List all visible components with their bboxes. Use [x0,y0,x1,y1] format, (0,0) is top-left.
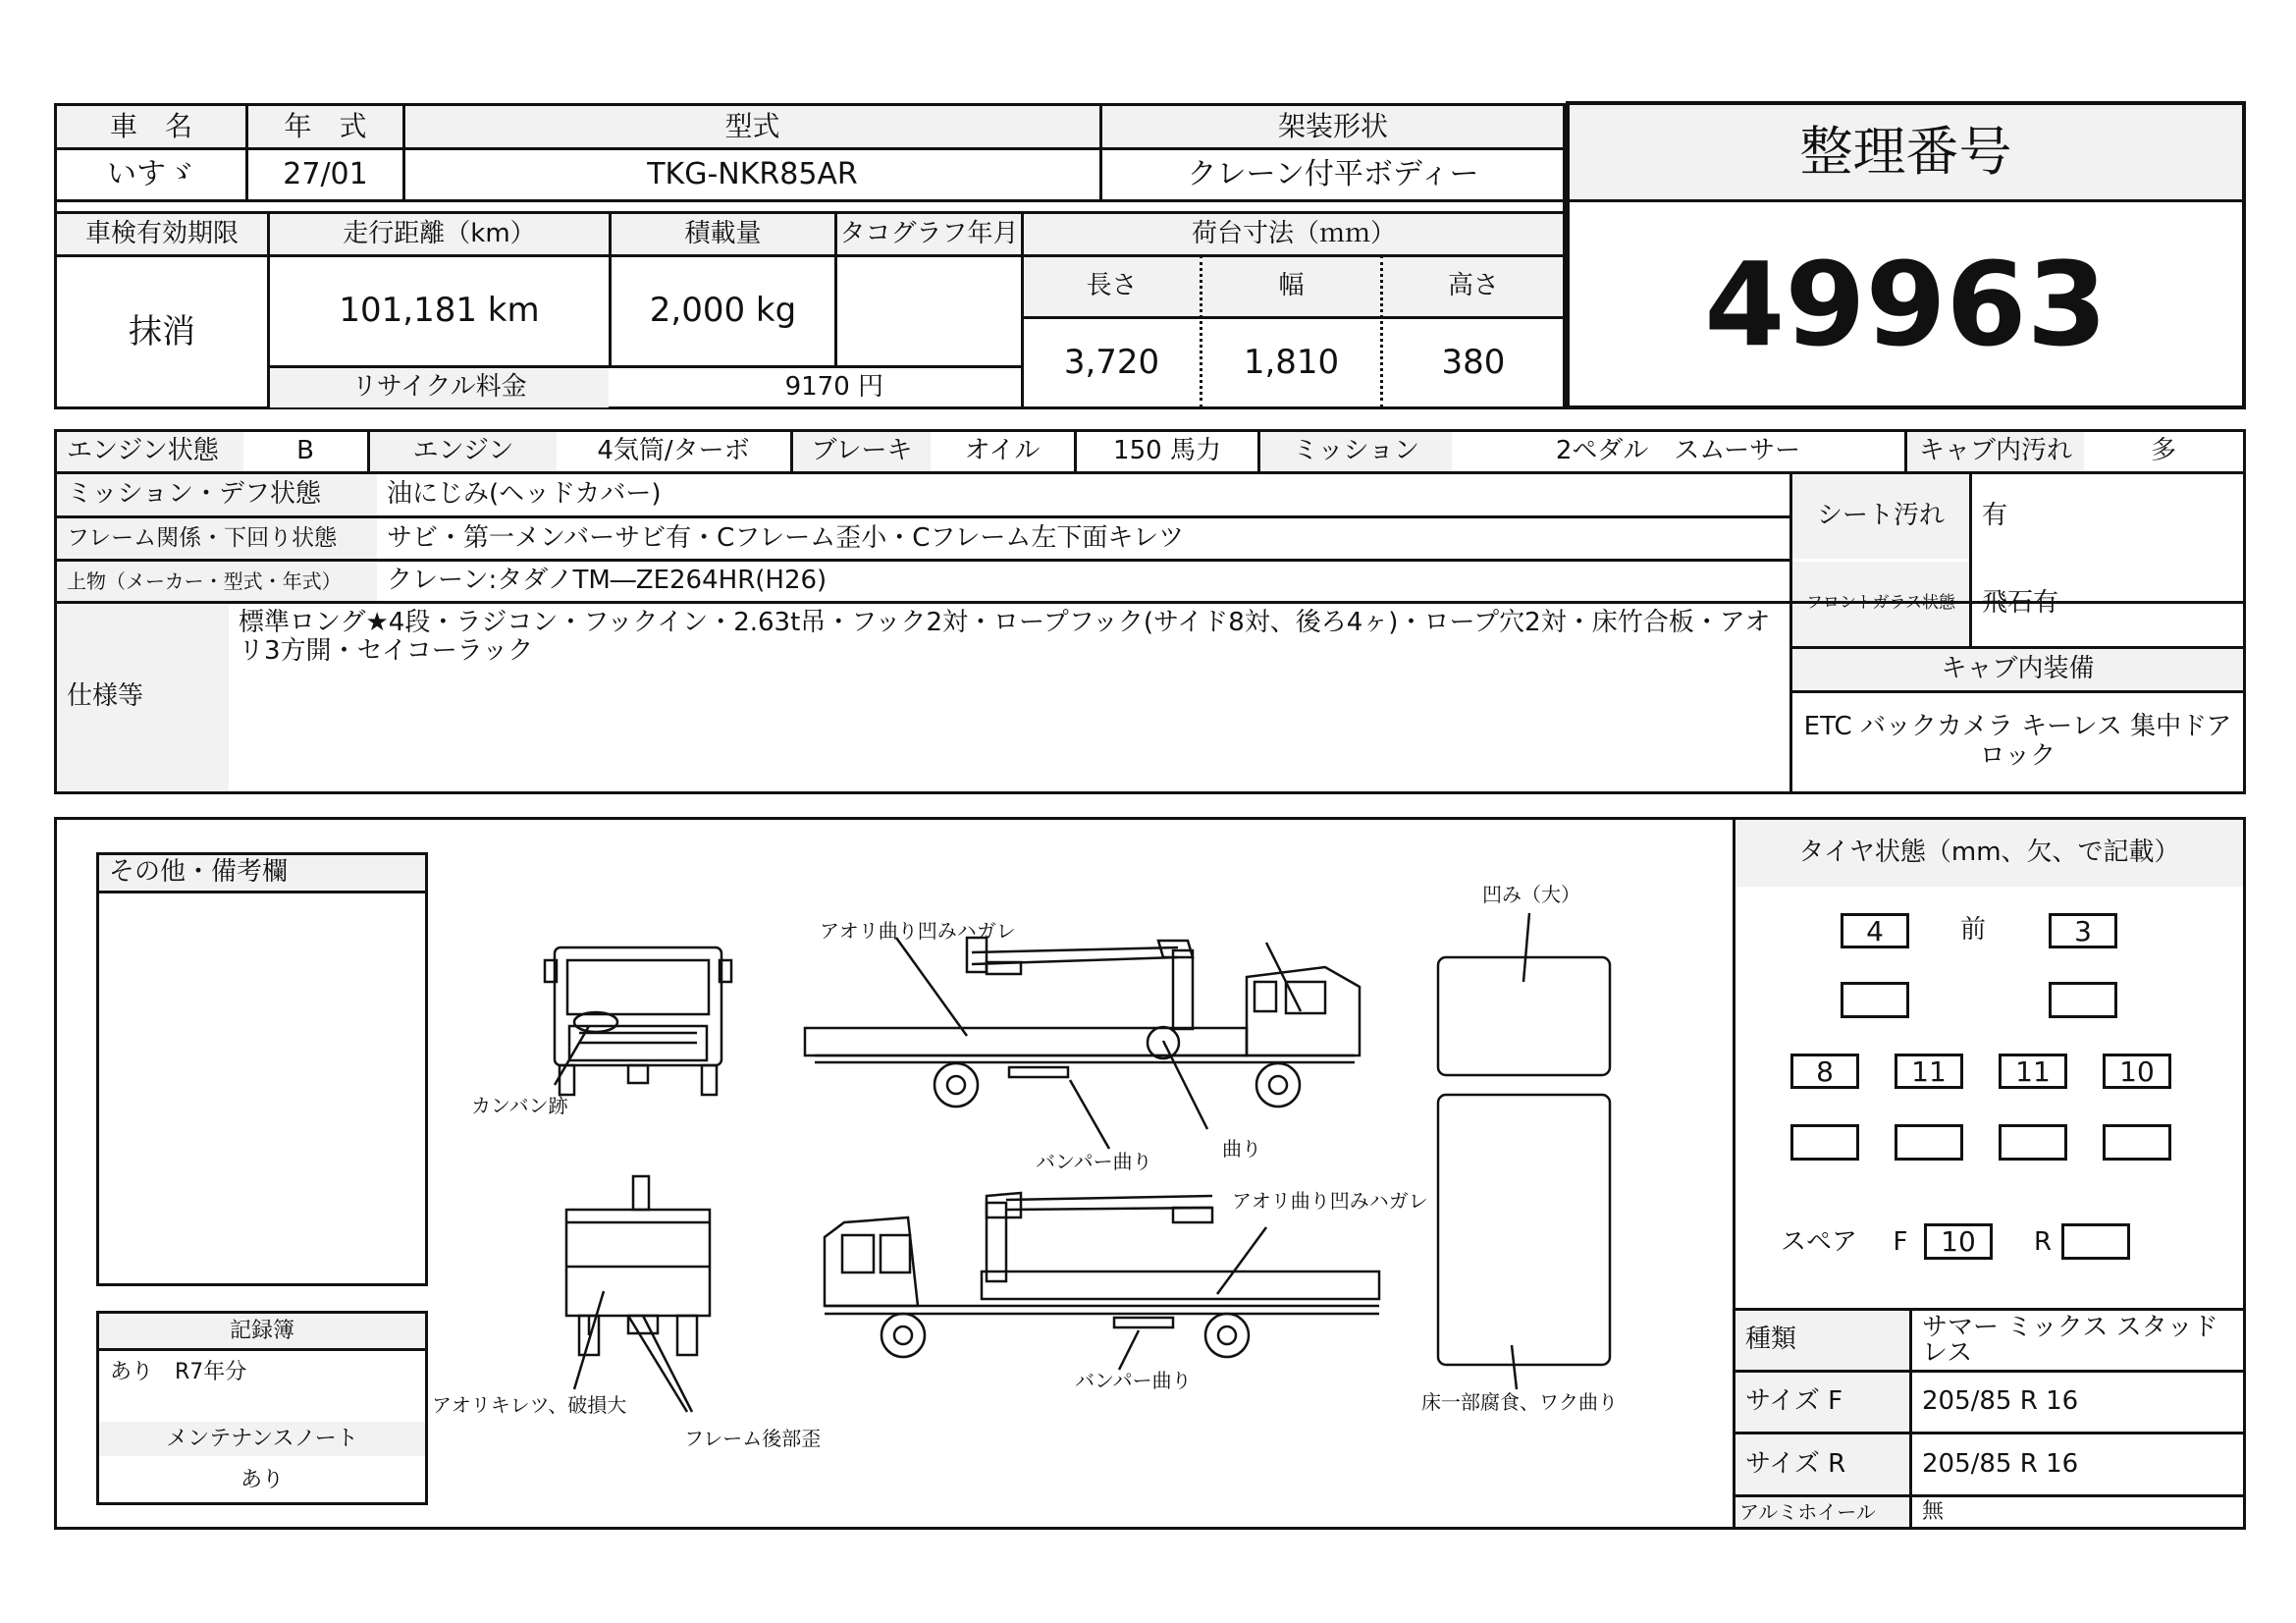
value-capacity: 2,000 kg [649,291,797,331]
value-alumi: 無 [1922,1499,1945,1525]
label-cargo: 荷台寸法（ｍｍ） [1191,218,1396,248]
tire-front-right-2 [2049,982,2117,1018]
annotation-aori-1: アオリ曲り凹みハガレ [820,919,1016,943]
value-year: 27/01 [283,156,368,191]
value-mgmt: 49963 [1704,236,2108,372]
value-mileage: 101,181 km [339,291,540,331]
value-cab-dirt: 多 [2150,436,2176,466]
annotation-dent: 凹み（大） [1482,883,1580,906]
label-body: 架装形状 [1277,109,1388,142]
label-tire-type: 種類 [1745,1325,1797,1355]
label-maint: メンテナンスノート [166,1426,358,1451]
value-cab-equip: ETC バックカメラ キーレス 集中ドアロック [1803,712,2232,771]
label-frame: フレーム関係・下回り状態 [67,525,338,552]
label-notes: その他・備考欄 [109,857,289,888]
annotation-bumper-1: バンパー曲り [1036,1150,1152,1173]
value-glass: 飛石有 [1982,588,2059,619]
tire-front-right: 3 [2049,913,2117,948]
value-recycle: 9170 円 [784,372,883,403]
label-engine-state: エンジン状態 [67,436,219,466]
value-mission: 2ペダル スムーサー [1555,436,1801,466]
top-view-bed [1438,1095,1610,1365]
value-size-f: 205/85 R 16 [1922,1386,2079,1417]
annotation-aori-crack: アオリキレツ、破損大 [432,1393,627,1417]
truck-side-view-bottom [825,1193,1379,1357]
label-year: 年 式 [284,109,367,142]
label-glass: フロントガラス状態 [1806,593,1955,614]
label-tacho: タコグラフ年月 [839,218,1019,248]
value-width: 1,810 [1243,343,1340,383]
value-height: 380 [1441,343,1506,383]
label-spare-r: R [2033,1227,2053,1258]
value-maint: あり [240,1468,284,1493]
label-cab-dirt: キャブ内汚れ [1918,436,2072,466]
value-spec: 標準ロング★4段・ラジコン・フックイン・2.63t吊・フック2対・ロープフック(サイド8対、後ろ4ヶ)・ロープ穴2対・床竹合板・アオリ3方開・セイコーラック [239,608,1771,667]
label-cab-equip: キャブ内装備 [1941,654,2095,684]
tire-front-left-2 [1841,982,1909,1018]
truck-rear-view [566,1176,710,1355]
tire-rear-2b [1895,1124,1963,1161]
label-mission: ミッション [1293,436,1419,466]
label-seat: シート汚れ [1816,501,1945,531]
label-engine: エンジン [412,436,514,466]
label-length: 長さ [1086,271,1138,301]
tire-rear-4: 10 [2103,1054,2171,1089]
label-size-r: サイズ R [1745,1448,1846,1479]
label-front: 前 [1959,915,1986,946]
spare-f: 10 [1924,1223,1993,1260]
annotation-kanban: カンバン跡 [471,1094,568,1117]
label-upper: 上物（メーカー・型式・年式） [67,568,342,593]
truck-front-view [545,947,731,1095]
label-alumi: アルミホイール [1739,1499,1876,1524]
label-capacity: 積載量 [684,218,762,248]
value-engine: 4気筒/ターボ [597,436,750,466]
label-mgmt: 整理番号 [1799,120,2012,183]
label-mileage: 走行距離（km） [343,218,536,248]
annotation-frame: フレーム後部歪 [684,1427,822,1450]
label-record: 記録簿 [229,1318,294,1343]
value-seat: 有 [1982,501,2008,531]
annotation-bumper-2: バンパー曲り [1075,1369,1192,1392]
label-spec: 仕様等 [67,681,144,712]
spare-r [2061,1223,2130,1260]
value-body: クレーン付平ボディー [1187,156,1479,191]
value-engine-state: B [296,436,314,466]
label-tire: タイヤ状態（mm、欠、で記載） [1798,838,2180,868]
label-width: 幅 [1278,271,1305,301]
value-mission-diff: 油にじみ(ヘッドカバー) [387,479,662,510]
value-length: 3,720 [1063,343,1160,383]
value-record: あり R7年分 [110,1360,247,1384]
annotation-magari: 曲り [1222,1137,1261,1161]
label-height: 高さ [1447,271,1499,301]
value-size-r: 205/85 R 16 [1922,1448,2079,1479]
tire-rear-4b [2103,1124,2171,1161]
tire-front-left: 4 [1841,913,1909,948]
label-recycle: リサイクル料金 [351,372,527,403]
tire-rear-1: 8 [1790,1054,1859,1089]
label-mission-diff: ミッション・デフ状態 [67,479,321,510]
annotation-aori-2: アオリ曲り凹みハガレ [1232,1189,1428,1213]
tire-rear-1b [1790,1124,1859,1161]
label-size-f: サイズ F [1745,1386,1843,1417]
tire-rear-3: 11 [1999,1054,2067,1089]
value-hp: 150 馬力 [1113,436,1221,466]
value-tire-type: サマー ミックス スタッドレス [1922,1313,2218,1368]
value-model: TKG-NKR85AR [647,156,858,191]
label-brake: ブレーキ [811,436,913,466]
value-upper: クレーン:タダノTM―ZE264HR(H26) [387,566,828,596]
label-spare-f: F [1893,1227,1908,1258]
value-brake: オイル [964,436,1041,466]
value-inspection: 抹消 [129,311,195,352]
tire-rear-2: 11 [1895,1054,1963,1089]
label-inspection: 車検有効期限 [84,218,239,248]
tire-rear-3b [1999,1124,2067,1161]
label-car-name: 車 名 [109,109,192,142]
value-car-name: いすゞ [107,156,195,191]
label-spare: スペア [1780,1227,1857,1258]
annotation-floor: 床一部腐食、ワク曲り [1421,1390,1618,1414]
value-frame: サビ・第一メンバーサビ有・Cフレーム歪小・Cフレーム左下面キレツ [387,522,1185,553]
label-model: 型式 [724,109,780,142]
